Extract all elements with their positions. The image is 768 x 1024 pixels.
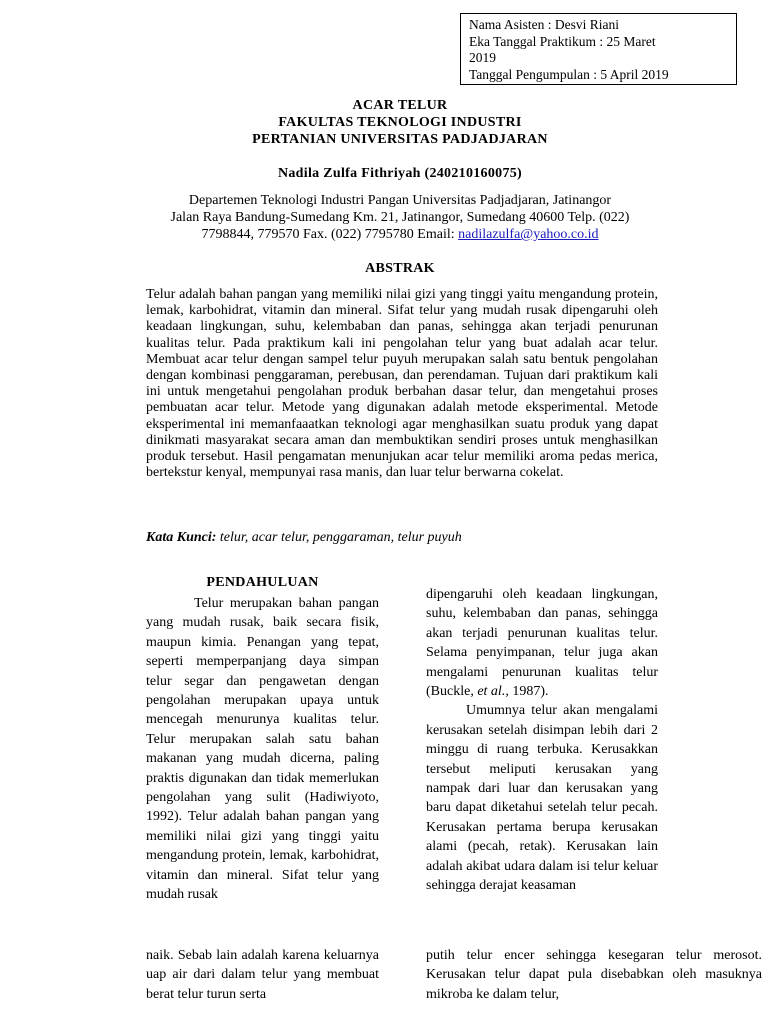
intro-left-column (146, 594, 379, 905)
practicum-date-row: Eka Tanggal Praktikum : 25 Maret (469, 33, 656, 49)
assistant-info-box (460, 13, 737, 85)
faculty-line: FAKULTAS TEKNOLOGI INDUSTRI (278, 115, 522, 130)
next-column-right-text: putih telur encer sehingga kesegaran telur merosot. Kerusakan telur dapat pula disebabkan oleh masuknya mikroba ke dalam telur, (426, 948, 762, 1002)
keywords-label: Kata Kunci: (146, 530, 217, 545)
email-link[interactable]: nadilazulfa@yahoo.co.id (458, 227, 599, 242)
university-line: PERTANIAN UNIVERSITAS PADJADJARAN (252, 132, 548, 147)
intro-right-column (426, 585, 658, 896)
affiliation-line-3 (0, 227, 768, 243)
keywords-line (146, 530, 462, 546)
abstract-body: Telur adalah bahan pangan yang memiliki nilai gizi yang tinggi yaitu mengandung protein, lemak, karbohidrat, vitamin dan mineral. Sifat telur yang mudah rusak dipengaruhi oleh keadaan lingkungan, suhu, kelembaban dan panas, sehingga akan terjadi penurunan kualitas telur. Pada praktikum kali ini pengolahan telur yang buat adalah acar telur. Membuat acar telur dengan sampel telur puyuh merupakan salah satu bentuk pengolahan dengan kombinasi penggaraman, perebusan, dan perendaman. Tujuan dari praktikum kali ini untuk mengetahui pengolahan produk berbahan dasar telur, dan mengetahui proses pembuatan acar telur. Metode yang digunakan adalah metode eksperimental. Metode eksperimental ini memanfaaatkan teknologi agar menghasilkan suatu produk yang dapat dinikmati masyarakat secara aman dan membuktikan sendiri proses untuk menghasilkan produk tersebut. Hasil pengamatan menunjukan acar telur memiliki aroma pedas merica, bertekstur kenyal, mempunyai rasa manis, dan luar telur berwarna cokelat. (146, 287, 658, 481)
practicum-date-year: 2019 (469, 50, 496, 65)
next-column-left-text: naik. Sebab lain adalah karena keluarnya uap air dari dalam telur yang membuat berat telur turun serta (146, 948, 379, 1002)
intro-left-paragraph: Telur merupakan bahan pangan yang mudah rusak, baik secara fisik, maupun kimia. Penangan yang tepat, seperti memperpanjang daya simpan telur segar dan pengawetan dengan pengolahan merupakan upaya untuk mencegah menurunya kualitas telur. Telur merupakan salah satu bahan makanan yang mudah dicerna, paling praktis digunakan dan tidak memerlukan pengolahan yang sulit (Hadiwiyoto, 1992). Telur adalah bahan pangan yang memiliki nilai gizi yang tinggi yaitu mengandung protein, lemak, karbohidrat, vitamin dan mineral. Sifat telur yang mudah rusak (146, 596, 379, 903)
introduction-heading: PENDAHULUAN (206, 575, 319, 590)
paper-title: ACAR TELUR (352, 98, 448, 113)
intro-right-paragraph-1 (426, 585, 658, 701)
assistant-name-row: Nama Asisten : Desvi Riani (469, 17, 619, 32)
right-para1-end: , 1987). (505, 684, 549, 700)
contact-text: 7798844, 779570 Fax. (022) 7795780 Email: (201, 227, 459, 242)
submission-date-row: Tanggal Pengumpulan : 5 April 2019 (469, 66, 669, 82)
affiliation-line-1: Departemen Teknologi Industri Pangan Universitas Padjadjaran, Jatinangor (188, 193, 612, 208)
intro-right-paragraph-2: Umumnya telur akan mengalami kerusakan setelah disimpan lebih dari 2 minggu di ruang terbuka. Kerusakkan tersebut meliputi kerusakan yang nampak dari luar dan kerusakan yang baru dapat diketahui setelah telur pecah. Kerusakan pertama berupa kerusakan alami (pecah, retak). Kerusakan lain adalah akibat udara dalam isi telur keluar sehingga derajat keasaman (426, 703, 658, 894)
author-line: Nadila Zulfa Fithriyah (240210160075) (277, 166, 523, 181)
affiliation-line-2: Jalan Raya Bandung-Sumedang Km. 21, Jatinangor, Sumedang 40600 Telp. (022) (170, 210, 630, 225)
abstract-heading: ABSTRAK (365, 261, 435, 276)
et-al-citation: et al. (477, 684, 506, 700)
keywords-text: telur, acar telur, penggaraman, telur puyuh (216, 530, 462, 545)
right-para1-text: dipengaruhi oleh keadaan lingkungan, suhu, kelembaban dan panas, sehingga akan terjadi penurunan kualitas telur. Selama penyimpanan, telur juga akan mengalami penurunan kualitas telur (Buckle, (426, 587, 658, 700)
